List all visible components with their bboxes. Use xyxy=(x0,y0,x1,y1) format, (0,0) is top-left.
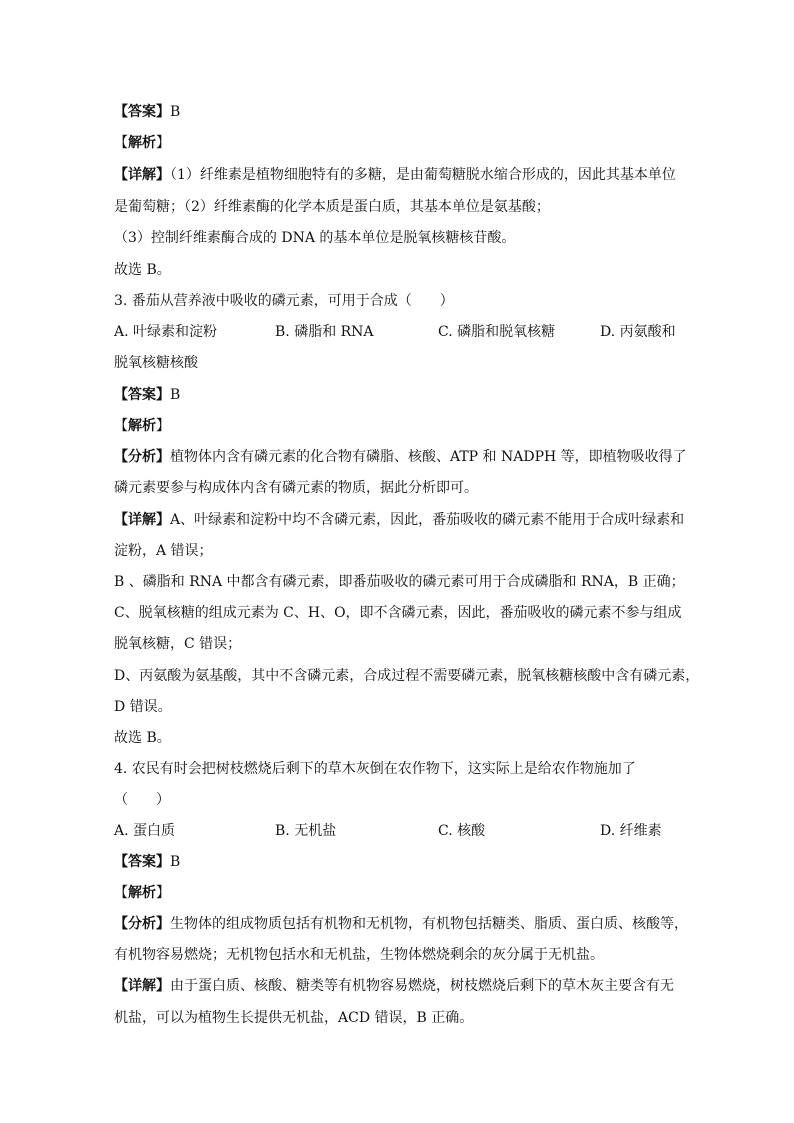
analysis-label: 解析 xyxy=(128,135,156,151)
q2-conclusion: 故选 B。 xyxy=(114,262,171,278)
q4-option-d: D. 纤维素 xyxy=(600,823,662,839)
q4-answer-value: B xyxy=(170,854,181,870)
q2-detail-line-3: （3）控制纤维素酶合成的 DNA 的基本单位是脱氧核糖核苷酸。 xyxy=(114,230,516,246)
q4-fenxi-line-2: 有机物容易燃烧；无机物包括水和无机盐，生物体燃烧剩余的灰分属于无机盐。 xyxy=(114,947,604,963)
q3-option-c: C. 磷脂和脱氧核糖 xyxy=(438,324,556,340)
q3-fenxi-line-2: 磷元素要参与构成体内含有磷元素的物质，据此分析即可。 xyxy=(114,480,478,496)
q4-detail-line-2: 机盐，可以为植物生长提供无机盐，ACD 错误，B 正确。 xyxy=(114,1010,474,1026)
q3-option-a: A. 叶绿素和淀粉 xyxy=(114,324,218,340)
q4-detail-text-1: 由于蛋白质、核酸、糖类等有机物容易燃烧，树枝燃烧后剩下的草木灰主要含有无 xyxy=(170,978,674,994)
q2-detail-line-1 xyxy=(114,165,676,185)
q4-analysis-heading: 【解析】 xyxy=(114,885,170,901)
q3-option-d-cont: 脱氧核糖核酸 xyxy=(114,355,198,371)
q3-line-d-2: D 错误。 xyxy=(114,699,172,715)
q3-detail-line-2: 淀粉，A 错误； xyxy=(114,543,213,559)
detail-label: 【详解】 xyxy=(114,167,170,183)
q3-options xyxy=(114,322,694,342)
q4-fenxi-line-1 xyxy=(114,914,688,934)
q3-analysis-heading: 【解析】 xyxy=(114,418,170,434)
analysis-label: 解析 xyxy=(128,885,156,901)
q4-detail-line-1 xyxy=(114,976,674,996)
fenxi-label: 【分析】 xyxy=(114,449,170,465)
q2-detail-line-2: 是葡萄糖；（2）纤维素酶的化学本质是蛋白质，其基本单位是氨基酸； xyxy=(114,199,550,215)
detail-label: 【详解】 xyxy=(114,512,170,528)
q3-fenxi-line-1 xyxy=(114,447,687,467)
q4-options xyxy=(114,821,694,841)
q3-detail-line-1 xyxy=(114,510,684,530)
answer-label: 【答案】 xyxy=(114,104,170,120)
q3-line-c-1: C、脱氧核糖的组成元素为 C、H、O，即不含磷元素，因此，番茄吸收的磷元素不参与组成 xyxy=(114,605,682,621)
q4-answer-line xyxy=(114,852,180,872)
q4-paren: （ ） xyxy=(114,792,170,808)
q3-conclusion: 故选 B。 xyxy=(114,730,171,746)
q3-line-b: B 、磷脂和 RNA 中都含有磷元素，即番茄吸收的磷元素可用于合成磷脂和 RNA，B 正确； xyxy=(114,574,685,590)
q3-answer-value: B xyxy=(170,387,181,403)
q4-fenxi-text-1: 生物体的组成物质包括有机物和无机物，有机物包括糖类、脂质、蛋白质、核酸等， xyxy=(170,916,688,932)
q3-detail-text-1: A、叶绿素和淀粉中均不含磷元素，因此，番茄吸收的磷元素不能用于合成叶绿素和 xyxy=(170,512,685,528)
q4-question: 4. 农民有时会把树枝燃烧后剩下的草木灰倒在农作物下，这实际上是给农作物施加了 xyxy=(114,761,636,777)
analysis-label: 解析 xyxy=(128,418,156,434)
q4-option-b: B. 无机盐 xyxy=(275,823,337,839)
q3-fenxi-text-1: 植物体内含有磷元素的化合物有磷脂、核酸、ATP 和 NADPH 等，即植物吸收得了 xyxy=(170,449,687,465)
q4-option-c: C. 核酸 xyxy=(438,823,486,839)
q2-answer-value: B xyxy=(170,104,181,120)
q3-answer-line xyxy=(114,385,180,405)
q3-option-d: D. 丙氨酸和 xyxy=(600,324,676,340)
q2-answer-line xyxy=(114,102,180,122)
q3-option-b: B. 磷脂和 RNA xyxy=(275,324,374,340)
q3-line-c-2: 脱氧核糖，C 错误； xyxy=(114,636,242,652)
q4-option-a: A. 蛋白质 xyxy=(114,823,176,839)
q2-detail-text-1: （1）纤维素是植物细胞特有的多糖，是由葡萄糖脱水缩合形成的，因此其基本单位 xyxy=(170,167,676,183)
q3-question: 3. 番茄从营养液中吸收的磷元素，可用于合成（ ） xyxy=(114,293,454,309)
answer-label: 【答案】 xyxy=(114,387,170,403)
q3-line-d-1: D、丙氨酸为氨基酸，其中不含磷元素，合成过程不需要磷元素，脱氧核糖核酸中含有磷元素， xyxy=(114,668,700,684)
answer-label: 【答案】 xyxy=(114,854,170,870)
detail-label: 【详解】 xyxy=(114,978,170,994)
q2-analysis-heading: 【解析】 xyxy=(114,135,170,151)
fenxi-label: 【分析】 xyxy=(114,916,170,932)
